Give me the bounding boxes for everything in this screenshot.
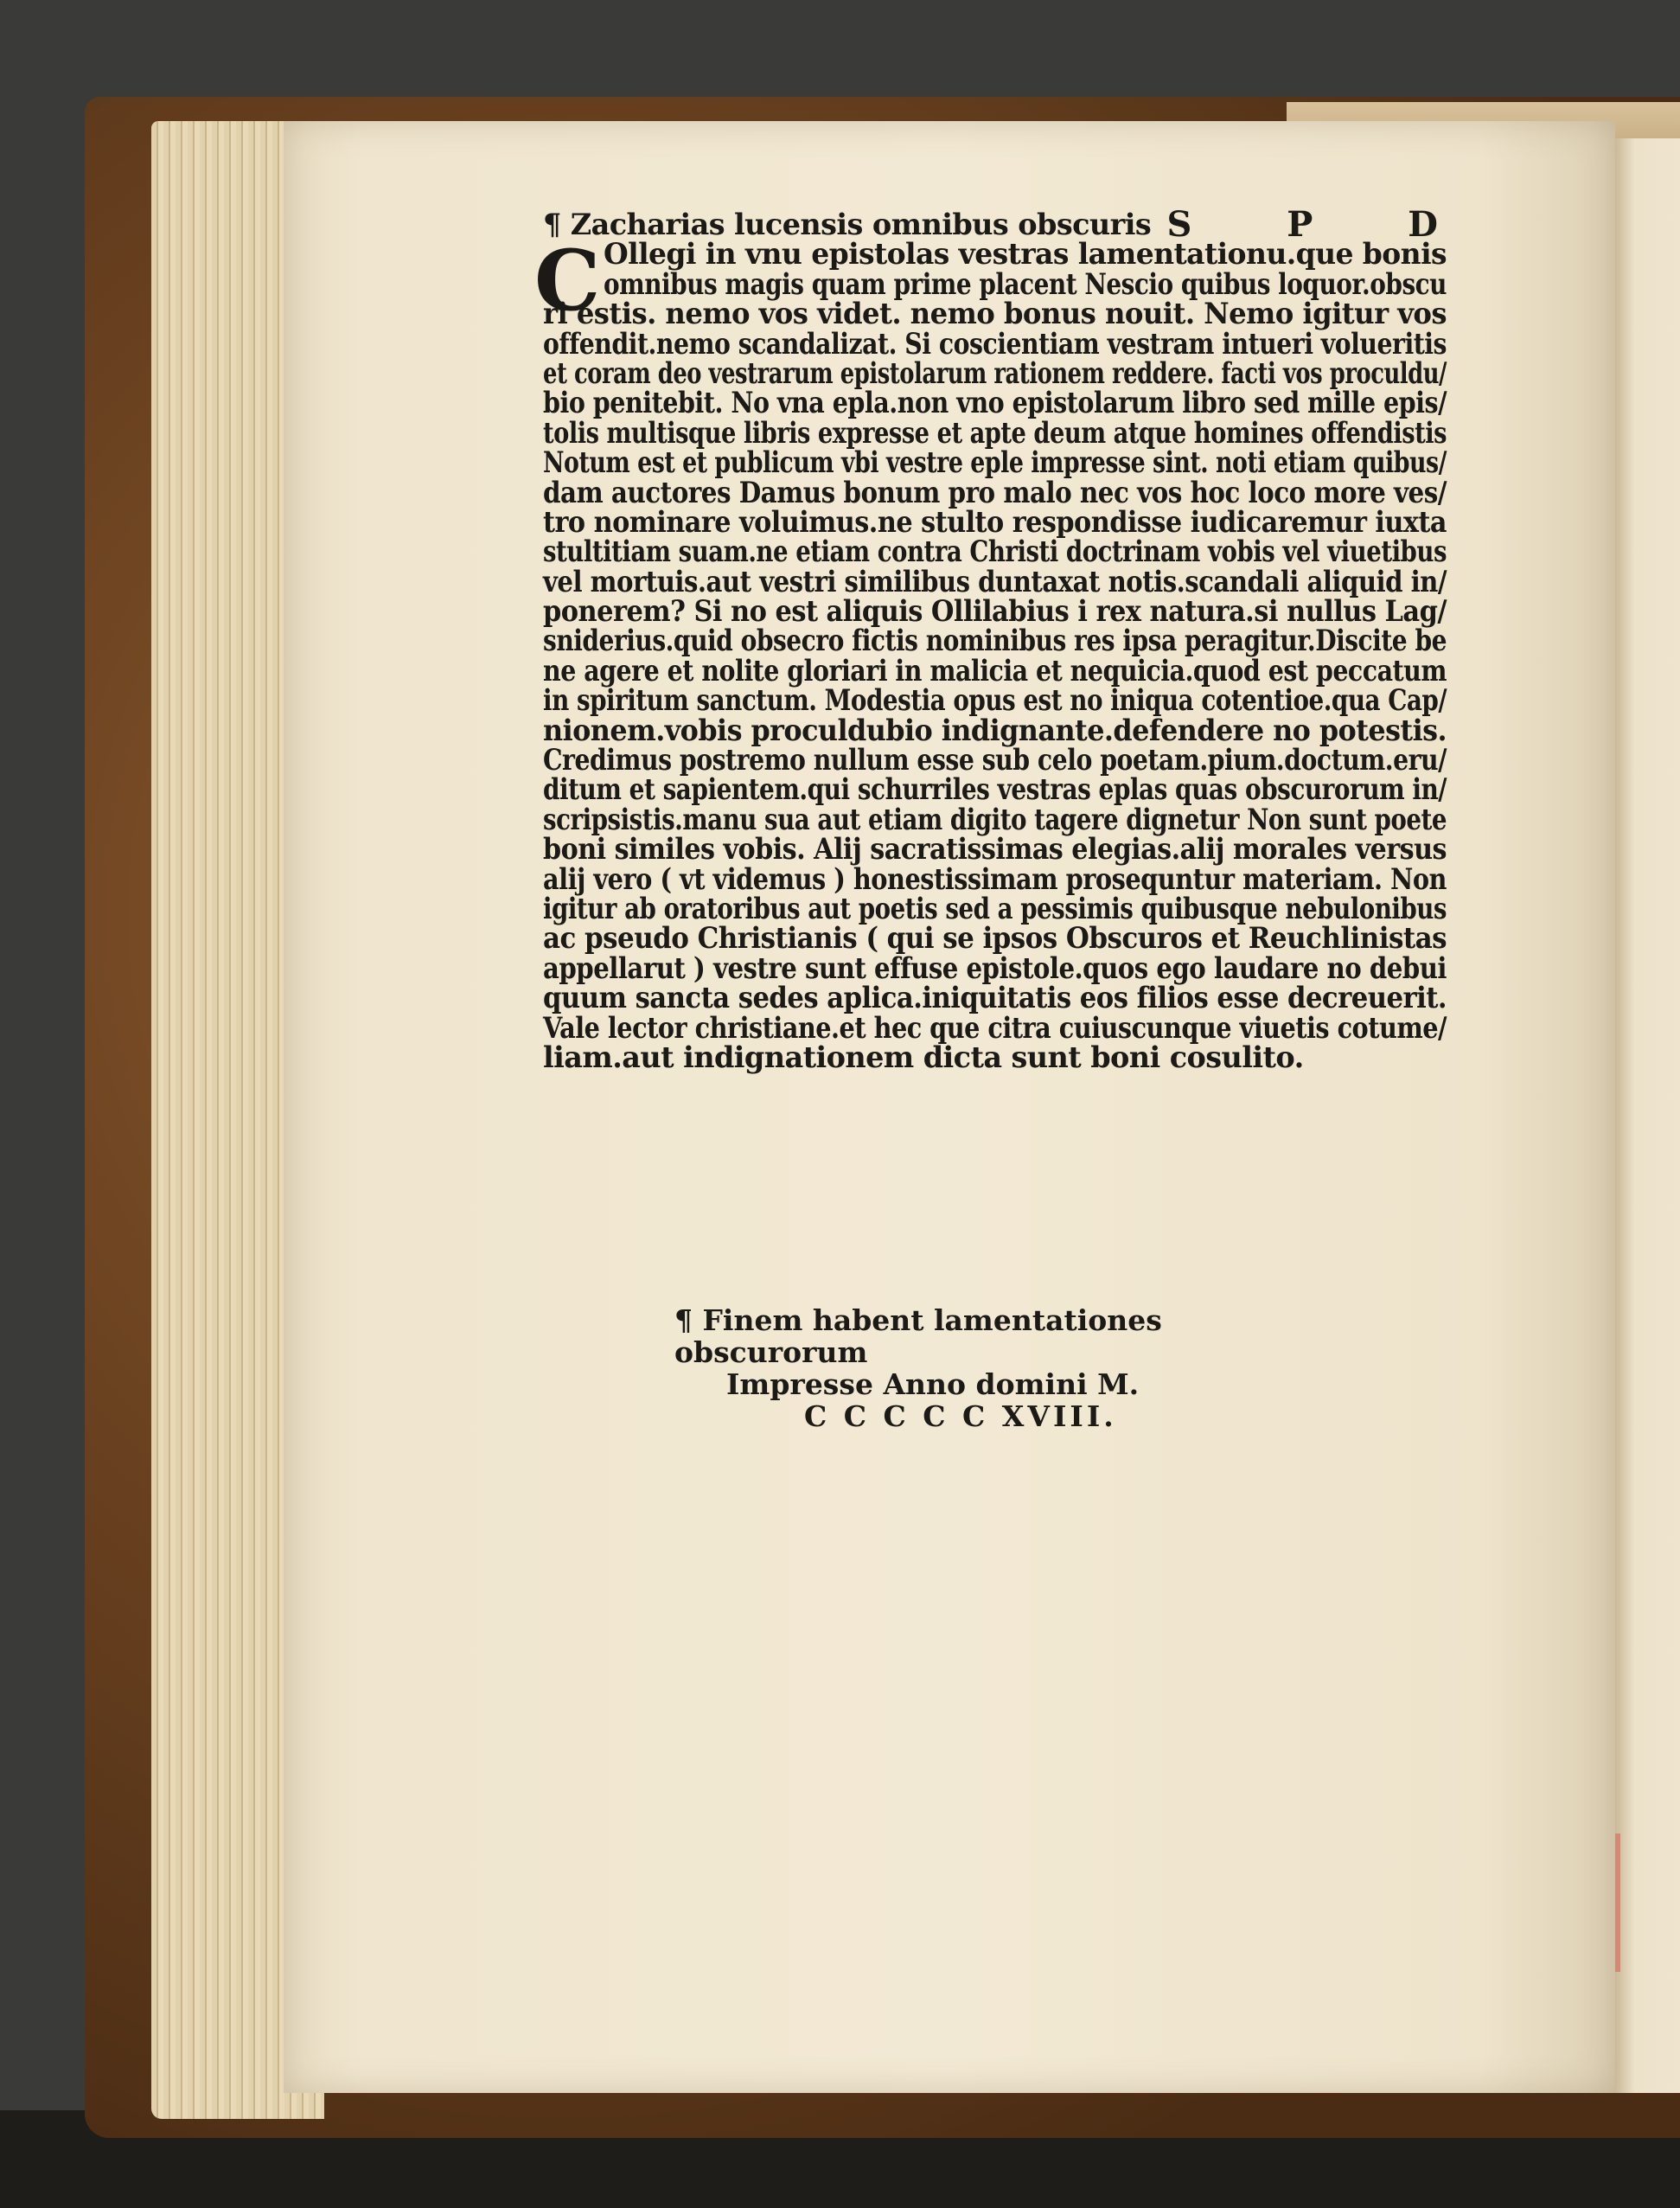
heading-text: Zacharias lucensis omnibus obscuris (570, 208, 1152, 241)
colophon (674, 1304, 1280, 1432)
initial-letter: C (534, 232, 600, 330)
text-line: boni similes vobis. Alij sacratissimas elegias.alij morales versus (543, 832, 1447, 867)
text-line: liam.aut indignationem dicta sunt boni cosulito. (543, 1040, 1304, 1074)
salutation: S P D (1166, 204, 1479, 245)
page-text (534, 204, 1479, 1074)
text-line: dam auctores Damus bonum pro malo nec vos hoc loco more ves/ (543, 475, 1447, 509)
text-line: ac pseudo Christianis ( qui se ipsos Obscuros et Reuchlinistas (543, 921, 1447, 956)
text-line: sniderius.quid obsecro fictis nominibus res ipsa peragitur.Discite be (543, 624, 1447, 658)
text-line: ponerem? Si no est aliquis Ollilabius i rex natura.si nullus Lag/ (543, 594, 1447, 629)
text-line: Credimus postremo nullum esse sub celo poetam.pium.doctum.eru/ (543, 743, 1447, 778)
text-line: Ollegi in vnu epistolas vestras lamentationu.que bonis (604, 237, 1447, 272)
body-lines (543, 237, 1447, 1074)
text-line: alij vero ( vt videmus ) honestissimam prosequntur materiam. Non (543, 861, 1447, 896)
text-line: stultitiam suam.ne etiam contra Christi doctrinam vobis vel viuetibus (543, 534, 1447, 569)
text-line: in spiritum sanctum. Modestia opus est no iniqua cotentioe.qua Cap/ (543, 683, 1447, 718)
text-line: Notum est et publicum vbi vestre eple impresse sint. noti etiam quibus/ (543, 445, 1447, 480)
text-line: bio penitebit. No vna epla.non vno epistolarum libro sed mille epis/ (543, 386, 1447, 420)
text-line: et coram deo vestrarum epistolarum rationem reddere. facti vos proculdu/ (543, 355, 1447, 390)
text-line: nionem.vobis proculdubio indignante.defendere no potestis. (543, 713, 1447, 747)
text-line: scripsistis.manu sua aut etiam digito tagere dignetur Non sunt poete (543, 802, 1447, 836)
pilcrow-mark: ¶ (543, 208, 561, 241)
facing-page-edge (1615, 138, 1680, 2093)
heading (543, 210, 1151, 240)
heading-line (543, 204, 1479, 245)
text-line: ditum et sapientem.qui schurriles vestras eplas quas obscurorum in/ (543, 772, 1447, 807)
text-line: offendit.nemo scandalizat. Si coscientiam vestram intueri volueritis (543, 326, 1447, 361)
colophon-line: C C C C C XVIII. (804, 1399, 1117, 1433)
text-line: igitur ab oratoribus aut poetis sed a pessimis quibusque nebulonibus (543, 891, 1447, 925)
text-line: appellarut ) vestre sunt effuse epistole.quos ego laudare no debui (543, 950, 1447, 985)
text-line: tro nominare voluimus.ne stulto respondisse iudicaremur iuxta (543, 504, 1447, 539)
text-line: ne agere et nolite gloriari in malicia et nequicia.quod est peccatum (543, 653, 1447, 688)
text-line: quum sancta sedes aplica.iniquitatis eos filios esse decreuerit. (543, 981, 1447, 1015)
text-line: omnibus magis quam prime placent Nescio quibus loquor.obscu (604, 266, 1447, 301)
text-line: tolis multisque libris expresse et apte deum atque homines offendistis (543, 415, 1447, 450)
text-line: vel mortuis.aut vestri similibus duntaxat notis.scandali aliquid in/ (543, 564, 1447, 598)
text-line: ri estis. nemo vos videt. nemo bonus nouit. Nemo igitur vos (543, 297, 1447, 331)
text-line: Vale lector christiane.et hec que citra cuiuscunque viuetis cotume/ (543, 1010, 1447, 1045)
colophon-line: ¶ Finem habent lamentationes obscurorum (674, 1303, 1162, 1369)
colophon-line: Impresse Anno domini M. (726, 1367, 1140, 1401)
